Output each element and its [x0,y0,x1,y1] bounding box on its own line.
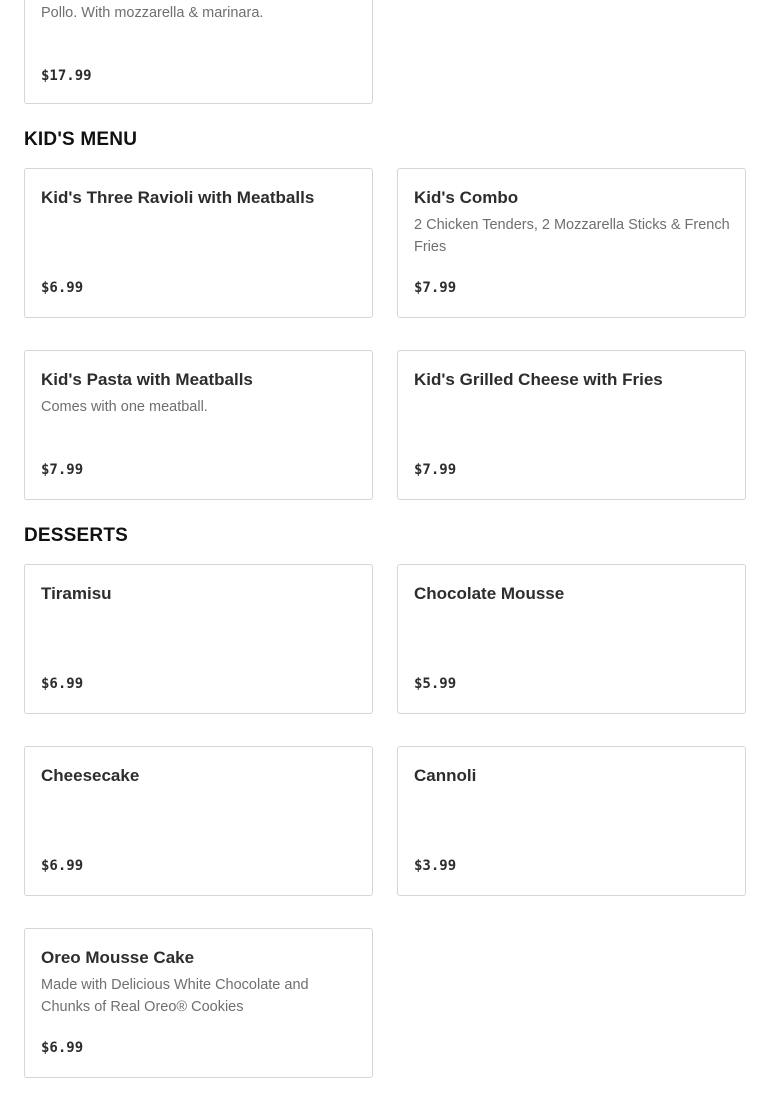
menu-item-card[interactable] [24,350,373,500]
menu-item-card[interactable] [397,350,746,500]
menu-item-name: Kid's Pasta with Meatballs [41,370,253,389]
menu-item-name: Cannoli [414,766,477,785]
menu-item-name: Kid's Grilled Cheese with Fries [414,370,663,389]
section-heading-desserts: DESSERTS [24,525,129,546]
menu-item-price: $6.99 [41,676,84,692]
menu-item-name: Oreo Mousse Cake [41,948,195,967]
menu-item-price: $17.99 [41,68,92,84]
menu-item-description: Comes with one meatball. [41,399,208,415]
menu-item-price: $6.99 [41,1040,84,1056]
menu-item-name: Cheesecake [41,766,140,785]
menu-item-name: Tiramisu [41,584,112,603]
menu-item-price: $7.99 [414,280,457,296]
menu-item-description: Made with Delicious White Chocolate and Chunks of Real Oreo® Cookies [41,977,309,1015]
menu-item-price: $7.99 [414,462,457,478]
menu-item-name: Kid's Combo [414,188,519,207]
menu-item-card[interactable] [397,746,746,896]
menu-item-price: $6.99 [41,858,84,874]
menu-item-description: Pollo. With mozzarella & marinara. [41,5,264,21]
section-heading-kids-menu: KID'S MENU [24,129,138,150]
menu-item-card[interactable] [397,564,746,714]
menu-item-name: Kid's Three Ravioli with Meatballs [41,188,315,207]
menu-item-price: $7.99 [41,462,84,478]
menu-item-name: Chocolate Mousse [414,584,565,603]
menu-item-price: $3.99 [414,858,457,874]
menu-item-card[interactable] [24,0,373,104]
menu-item-card[interactable] [24,168,373,318]
menu-item-price: $5.99 [414,676,457,692]
menu-item-card[interactable] [24,928,373,1078]
menu-item-card[interactable] [397,168,746,318]
menu-item-card[interactable] [24,746,373,896]
menu-item-description: 2 Chicken Tenders, 2 Mozzarella Sticks & French Fries [414,217,730,255]
menu-item-price: $6.99 [41,280,84,296]
menu-item-card[interactable] [24,564,373,714]
